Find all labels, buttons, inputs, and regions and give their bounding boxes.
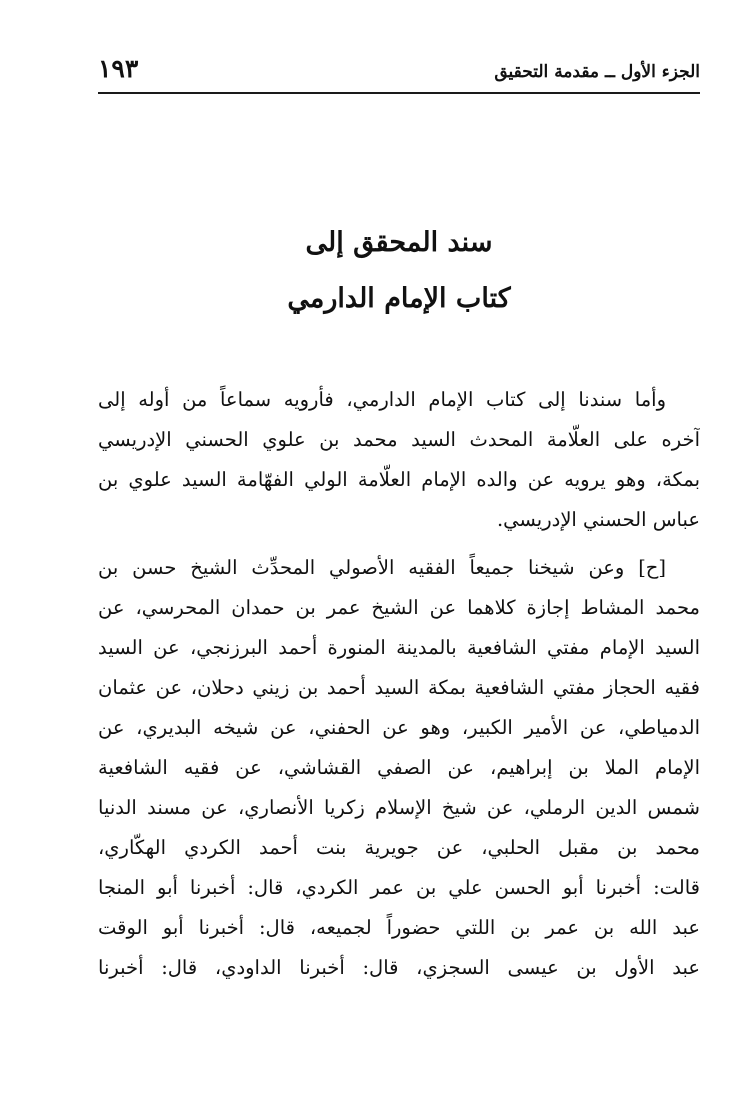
text-line: عبد الله بن عمر بن اللتي حضوراً لجميعه، قال: أخبرنا أبو الوقت — [98, 916, 700, 939]
text-line: الإمام الملا بن إبراهيم، عن الصفي القشاشي، عن فقيه الشافعية — [98, 756, 700, 779]
paragraph-1 — [98, 380, 700, 540]
page-number: ١٩٣ — [98, 54, 139, 83]
paragraph-2 — [98, 548, 700, 988]
text-line: محمد بن مقبل الحلبي، عن جويرية بنت أحمد الكردي الهكّاري، — [98, 836, 700, 859]
text-line: شمس الدين الرملي، عن شيخ الإسلام زكريا الأنصاري، عن مسند الدنيا — [98, 796, 700, 819]
text-line: فقيه الحجاز مفتي الشافعية بمكة السيد أحمد بن زيني دحلان، عن عثمان — [98, 676, 700, 699]
text-line: [ح] وعن شيخنا جميعاً الفقيه الأصولي المحدِّث الشيخ حسن بن — [98, 556, 666, 579]
text-line: السيد الإمام مفتي الشافعية بالمدينة المنورة أحمد البرزنجي، عن السيد — [98, 636, 700, 659]
text-line: بمكة، وهو يرويه عن والده الإمام العلّامة الولي الفهّامة السيد علوي بن — [98, 468, 700, 491]
section-title-block — [98, 215, 700, 327]
section-title-line-2: كتاب الإمام الدارمي — [287, 283, 511, 314]
text-line: عبد الأول بن عيسى السجزي، قال: أخبرنا الداودي، قال: أخبرنا — [98, 956, 700, 979]
running-title: الجزء الأول ــ مقدمة التحقيق — [494, 62, 700, 82]
text-line: قالت: أخبرنا أبو الحسن علي بن عمر الكردي، قال: أخبرنا أبو المنجا — [98, 876, 700, 899]
body-text — [98, 380, 700, 996]
text-line: الدمياطي، عن الأمير الكبير، وهو عن الحفني، عن شيخه البديري، عن — [98, 716, 700, 739]
section-title-line-1: سند المحقق إلى — [305, 227, 493, 258]
text-line: وأما سندنا إلى كتاب الإمام الدارمي، فأرويه سماعاً من أوله إلى — [98, 388, 666, 411]
text-line: عباس الحسني الإدريسي. — [496, 508, 700, 531]
text-line: آخره على العلّامة المحدث السيد محمد بن علوي الحسني الإدريسي — [98, 428, 700, 451]
running-header — [98, 52, 700, 94]
text-line: محمد المشاط إجازة كلاهما عن الشيخ عمر بن حمدان المحرسي، عن — [98, 596, 700, 619]
